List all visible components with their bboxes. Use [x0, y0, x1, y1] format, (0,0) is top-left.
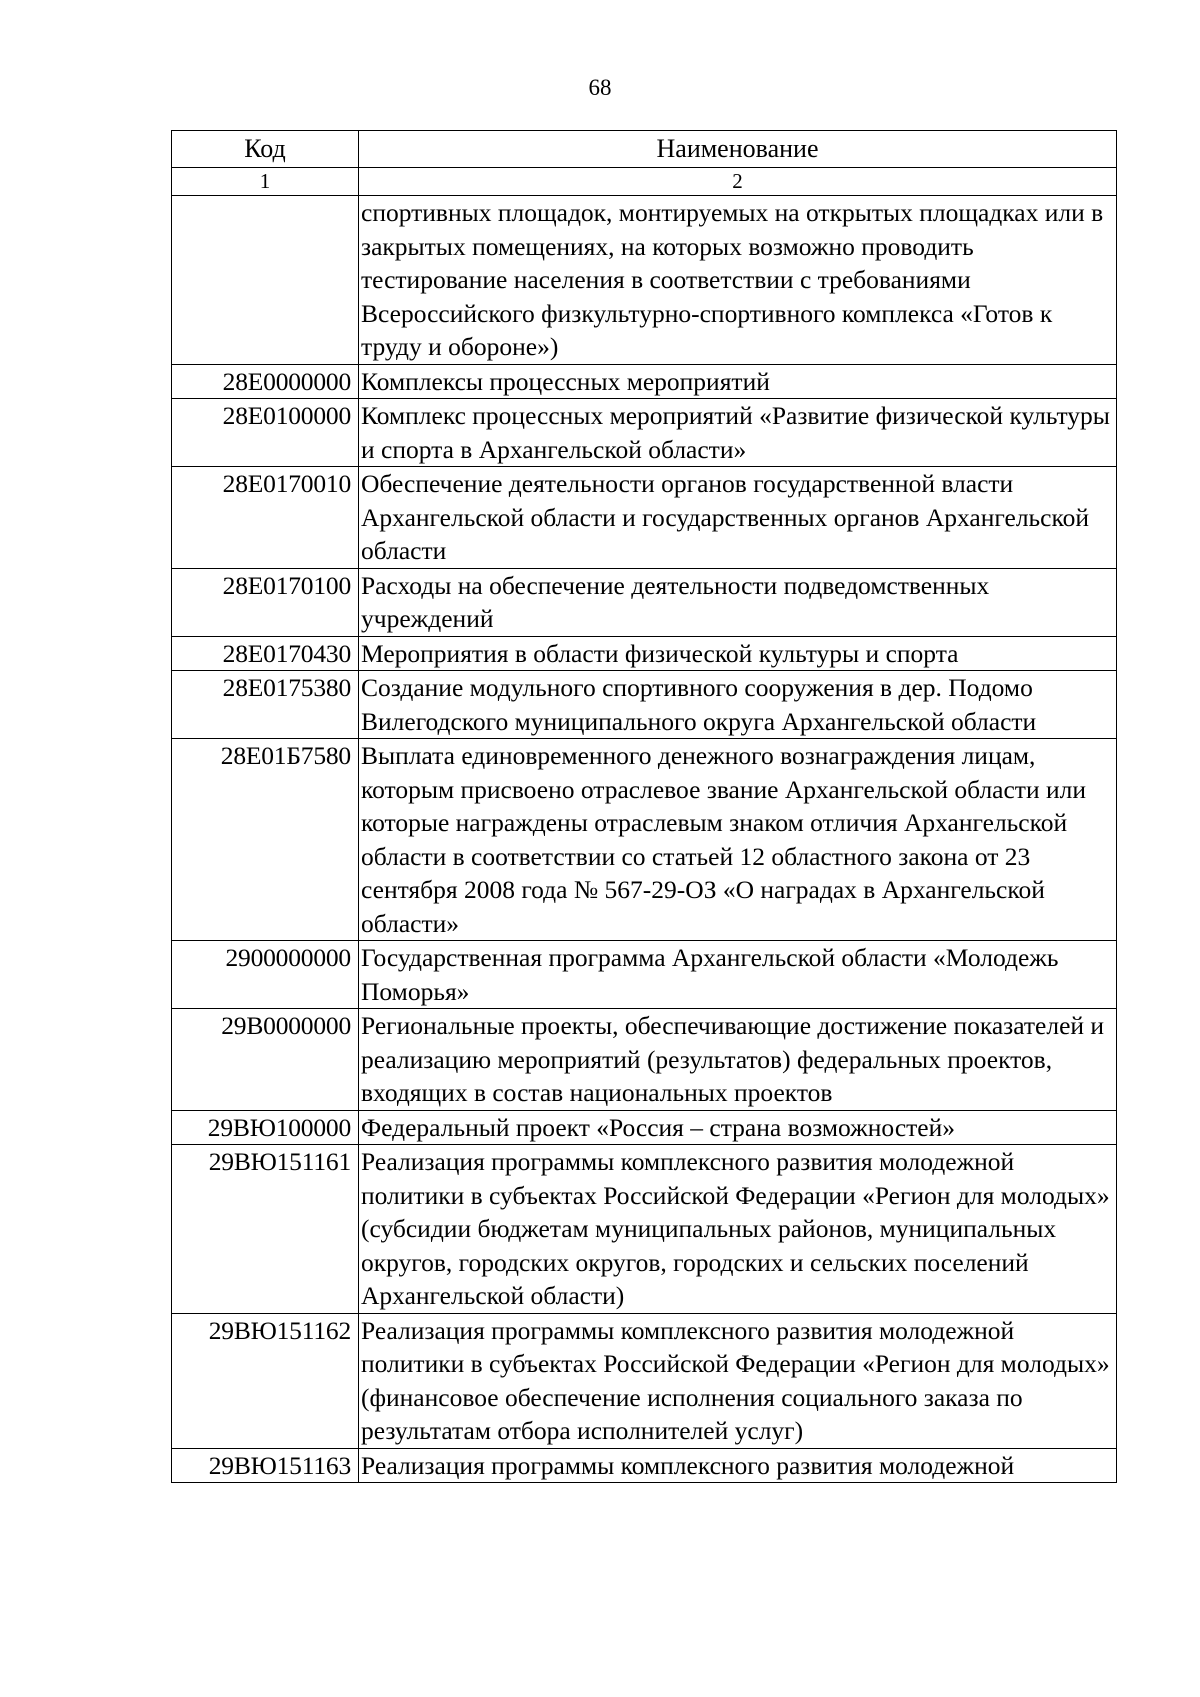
row-code: 28Е0170010	[172, 467, 359, 569]
row-code: 28Е0170430	[172, 636, 359, 671]
row-name: Расходы на обеспечение деятельности подведомственных учреждений	[359, 568, 1117, 636]
table-row	[172, 1448, 1117, 1483]
row-name: Обеспечение деятельности органов государственной власти Архангельской области и государственных органов Архангельской области	[359, 467, 1117, 569]
page-number: 68	[588, 75, 612, 100]
row-code: 28Е0175380	[172, 671, 359, 739]
table-header-row	[172, 131, 1117, 168]
table-row	[172, 1145, 1117, 1314]
table-row	[172, 568, 1117, 636]
table-row	[172, 467, 1117, 569]
table-row	[172, 399, 1117, 467]
row-name: Реализация программы комплексного развития молодежной	[359, 1448, 1117, 1483]
row-code: 2900000000	[172, 941, 359, 1009]
row-name: Федеральный проект «Россия – страна возможностей»	[359, 1110, 1117, 1145]
table-row	[172, 364, 1117, 399]
column-numbering-row	[172, 168, 1117, 196]
row-name: Выплата единовременного денежного вознаграждения лицам, которым присвоено отраслевое звание Архангельской области или которые награждены отраслевым знаком отличия Архангельской области в соответствии со статьей 12 областного закона от 23 сентября 2008 года № 567-29-ОЗ «О наградах в Архангельской области»	[359, 739, 1117, 941]
table-row	[172, 1110, 1117, 1145]
row-code: 29ВЮ151163	[172, 1448, 359, 1483]
header-code: Код	[172, 131, 359, 168]
row-name: Создание модульного спортивного сооружения в дер. Подомо Вилегодского муниципального округа Архангельской области	[359, 671, 1117, 739]
row-code: 29ВЮ100000	[172, 1110, 359, 1145]
table-row	[172, 1313, 1117, 1448]
row-code	[172, 196, 359, 365]
table-row	[172, 196, 1117, 365]
table-row	[172, 671, 1117, 739]
row-name: Мероприятия в области физической культуры и спорта	[359, 636, 1117, 671]
row-name: Государственная программа Архангельской области «Молодежь Поморья»	[359, 941, 1117, 1009]
row-code: 29В0000000	[172, 1009, 359, 1111]
table-row	[172, 941, 1117, 1009]
table-row	[172, 1009, 1117, 1111]
row-name: Региональные проекты, обеспечивающие достижение показателей и реализацию мероприятий (результатов) федеральных проектов, входящих в состав национальных проектов	[359, 1009, 1117, 1111]
column-number-name: 2	[359, 168, 1117, 196]
row-name: Комплексы процессных мероприятий	[359, 364, 1117, 399]
row-code: 29ВЮ151161	[172, 1145, 359, 1314]
row-code: 28Е0100000	[172, 399, 359, 467]
row-code: 28Е0000000	[172, 364, 359, 399]
header-name: Наименование	[359, 131, 1117, 168]
row-code: 29ВЮ151162	[172, 1313, 359, 1448]
table-row	[172, 739, 1117, 941]
budget-code-table	[171, 130, 1117, 1483]
row-code: 28Е0170100	[172, 568, 359, 636]
column-number-code: 1	[172, 168, 359, 196]
row-code: 28Е01Б7580	[172, 739, 359, 941]
row-name: Комплекс процессных мероприятий «Развитие физической культуры и спорта в Архангельской области»	[359, 399, 1117, 467]
table-row	[172, 636, 1117, 671]
row-name: спортивных площадок, монтируемых на открытых площадках или в закрытых помещениях, на которых возможно проводить тестирование населения в соответствии с требованиями Всероссийского физкультурно-спортивного комплекса «Готов к труду и обороне»)	[359, 196, 1117, 365]
row-name: Реализация программы комплексного развития молодежной политики в субъектах Российской Федерации «Регион для молодых» (финансовое обеспечение исполнения социального заказа по результатам отбора исполнителей услуг)	[359, 1313, 1117, 1448]
row-name: Реализация программы комплексного развития молодежной политики в субъектах Российской Федерации «Регион для молодых» (субсидии бюджетам муниципальных районов, муниципальных округов, городских округов, городских и сельских поселений Архангельской области)	[359, 1145, 1117, 1314]
